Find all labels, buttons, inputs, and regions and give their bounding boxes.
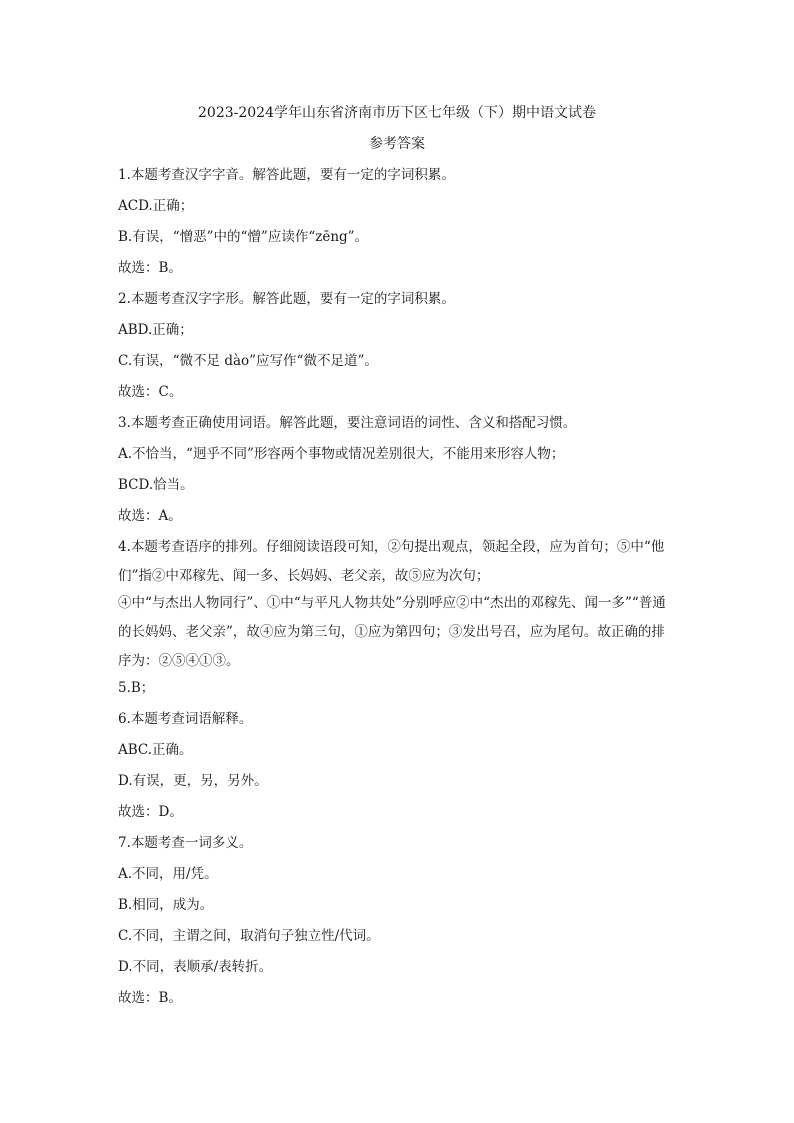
answer-line: 故选：B。 <box>118 260 182 276</box>
document-subtitle: 参考答案 <box>369 136 425 152</box>
answer-line: A.不恰当，“迥乎不同”形容两个事物或情况差别很大，不能用来形容人物； <box>118 446 565 462</box>
answer-line: 5.B； <box>118 680 155 696</box>
answer-line: 7.本题考查一词多义。 <box>118 835 253 851</box>
answer-line: 故选：D。 <box>118 804 183 820</box>
answer-line: ACD.正确； <box>118 198 194 214</box>
answer-line: BCD.恰当。 <box>118 477 194 493</box>
answer-body <box>118 165 678 1019</box>
answer-line: 故选：C。 <box>118 384 183 400</box>
answer-line: ABD.正确； <box>118 322 193 338</box>
answer-line: 3.本题考查正确使用词语。解答此题，要注意词语的词性、含义和搭配习惯。 <box>118 415 577 431</box>
answer-line: C.不同，主谓之间，取消句子独立性/代词。 <box>118 928 380 944</box>
answer-line: 1.本题考查汉字字音。解答此题，要有一定的字词积累。 <box>118 167 455 183</box>
answer-line: 故选：B。 <box>118 990 182 1006</box>
answer-line: D.不同，表顺承/表转折。 <box>118 959 273 975</box>
answer-line: D.有误，更，另，另外。 <box>118 773 268 789</box>
answer-line: 4.本题考查语序的排列。仔细阅读语段可知，②句提出观点，领起全段，应为首句；⑤中“他们”指②中邓稼先、闻一多、长妈妈、老父亲，故⑤应为次句； <box>118 539 665 584</box>
answer-line: B.相同，成为。 <box>118 897 214 913</box>
answer-line: 2.本题考查汉字字形。解答此题，要有一定的字词积累。 <box>118 291 455 307</box>
answer-line: 6.本题考查词语解释。 <box>118 711 253 727</box>
answer-line: B.有误，“憎恶”中的“憎”应读作“zēng”。 <box>118 229 369 245</box>
answer-line: C.有误，“微不足 dào”应写作“微不足道”。 <box>118 353 378 369</box>
answer-line: 故选：A。 <box>118 508 182 524</box>
answer-line: ABC.正确。 <box>118 742 193 758</box>
answer-line: ④中“与杰出人物同行”、①中“与平凡人物共处”分别呼应②中“杰出的邓稼先、闻一多”“普通的长妈妈、老父亲”，故④应为第三句，①应为第四句；③发出号召，应为尾句。故正确的排序为：②⑤④①③。 <box>118 595 666 669</box>
document-title: 2023-2024学年山东省济南市历下区七年级（下）期中语文试卷 <box>198 105 596 121</box>
answer-line: A.不同，用/凭。 <box>118 866 218 882</box>
